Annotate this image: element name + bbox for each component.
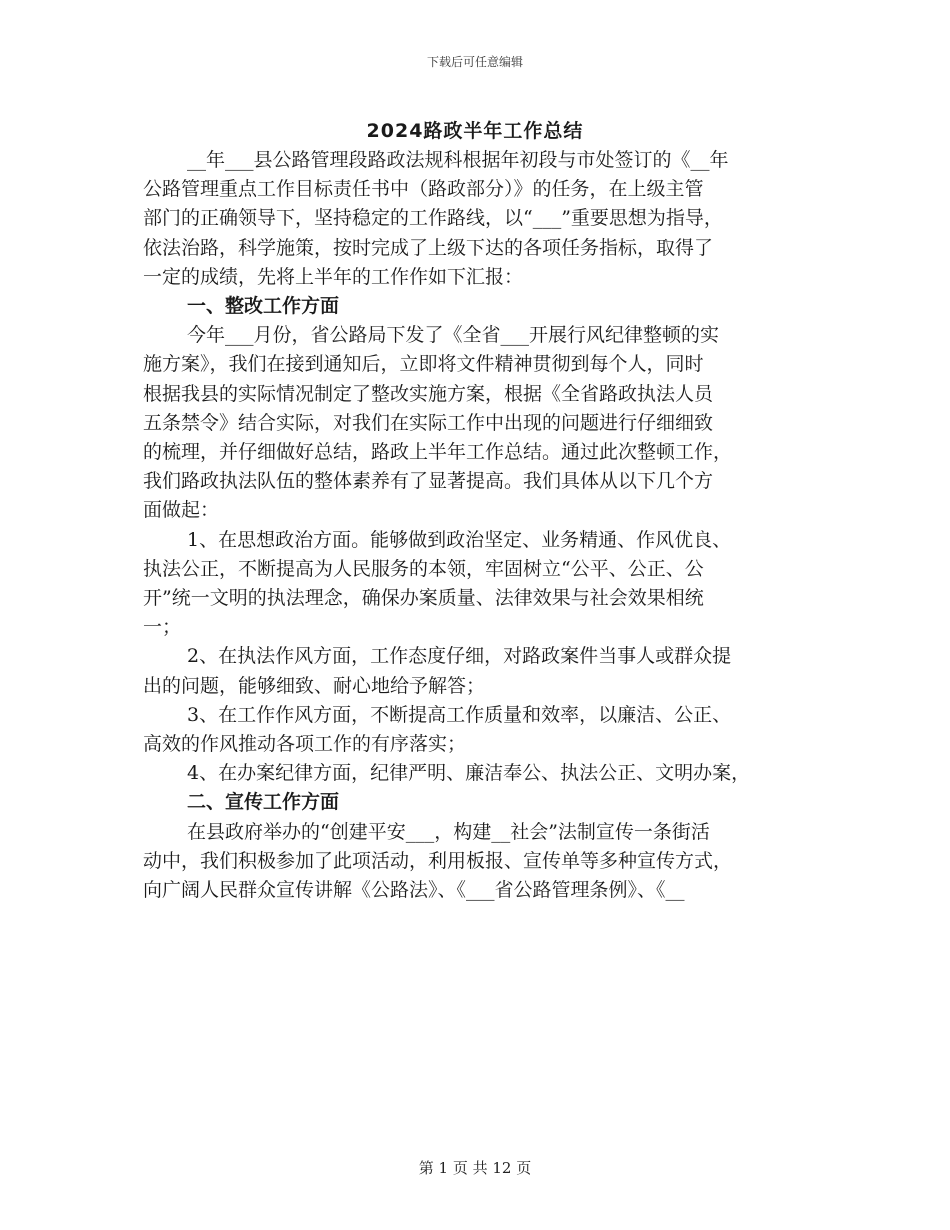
text-line: 的梳理，并仔细做好总结，路政上半年工作总结。通过此次整顿工作，	[143, 441, 733, 464]
text-line: 开”统一文明的执法理念，确保办案质量、法律效果与社会效果相统	[143, 587, 704, 610]
page-number: 第 1 页 共 12 页	[418, 1159, 532, 1177]
paragraph-item-2	[143, 642, 813, 700]
document-body	[143, 146, 813, 905]
paragraph-rectification	[143, 321, 813, 525]
text-line: 今年___月份，省公路局下发了《全省___开展行风纪律整顿的实	[187, 324, 720, 347]
paragraph-item-1	[143, 526, 813, 643]
text-line: 部门的正确领导下，坚持稳定的工作路线，以“___”重要思想为指导，	[143, 207, 723, 230]
section-heading-publicity: 二、宣传工作方面	[187, 791, 340, 814]
text-line: 公路管理重点工作目标责任书中（路政部分）》的任务，在上级主管	[143, 178, 704, 201]
text-line: 在县政府举办的“创建平安___，构建__社会”法制宣传一条街活	[187, 820, 710, 843]
text-line: 一定的成绩，先将上半年的工作作如下汇报：	[143, 265, 524, 288]
paragraph-publicity	[143, 818, 813, 906]
document-title: 2024路政半年工作总结	[366, 120, 584, 142]
section-heading-rectification: 一、整改工作方面	[187, 295, 340, 318]
text-line: 一；	[143, 616, 182, 639]
paragraph-item-4	[143, 759, 813, 788]
text-line: 2、在执法作风方面，工作态度仔细，对路政案件当事人或群众提	[187, 645, 732, 668]
text-line: 动中，我们积极参加了此项活动，利用板报、宣传单等多种宣传方式，	[143, 849, 733, 872]
text-line: 面做起：	[143, 499, 220, 522]
text-line: __年___县公路管理段路政法规科根据年初段与市处签订的《__年	[187, 149, 729, 171]
text-line: 4、在办案纪律方面，纪律严明、廉洁奉公、执法公正、文明办案，	[187, 762, 751, 785]
text-line: 3、在工作作风方面，不断提高工作质量和效率，以廉洁、公正、	[187, 703, 732, 726]
text-line: 出的问题，能够细致、耐心地给予解答；	[143, 674, 486, 697]
paragraph-intro	[143, 146, 813, 292]
text-line: 高效的作风推动各项工作的有序落实；	[143, 733, 467, 756]
download-note: 下载后可任意编辑	[426, 55, 523, 69]
paragraph-item-3	[143, 701, 813, 759]
text-line: 五条禁令》结合实际，对我们在实际工作中出现的问题进行仔细细致	[143, 411, 714, 434]
text-line: 向广阔人民群众宣传讲解《公路法》、《___省公路管理条例》、《__	[143, 879, 685, 902]
text-line: 1、在思想政治方面。能够做到政治坚定、业务精通、作风优良、	[187, 528, 732, 551]
text-line: 根据我县的实际情况制定了整改实施方案，根据《全省路政执法人员	[143, 382, 714, 405]
text-line: 我们路政执法队伍的整体素养有了显著提高。我们具体从以下几个方	[143, 470, 714, 493]
text-line: 执法公正，不断提高为人民服务的本领，牢固树立“公平、公正、公	[143, 557, 704, 580]
text-line: 施方案》，我们在接到通知后，立即将文件精神贯彻到每个人，同时	[143, 353, 704, 376]
text-line: 依法治路，科学施策，按时完成了上级下达的各项任务指标，取得了	[143, 236, 714, 259]
